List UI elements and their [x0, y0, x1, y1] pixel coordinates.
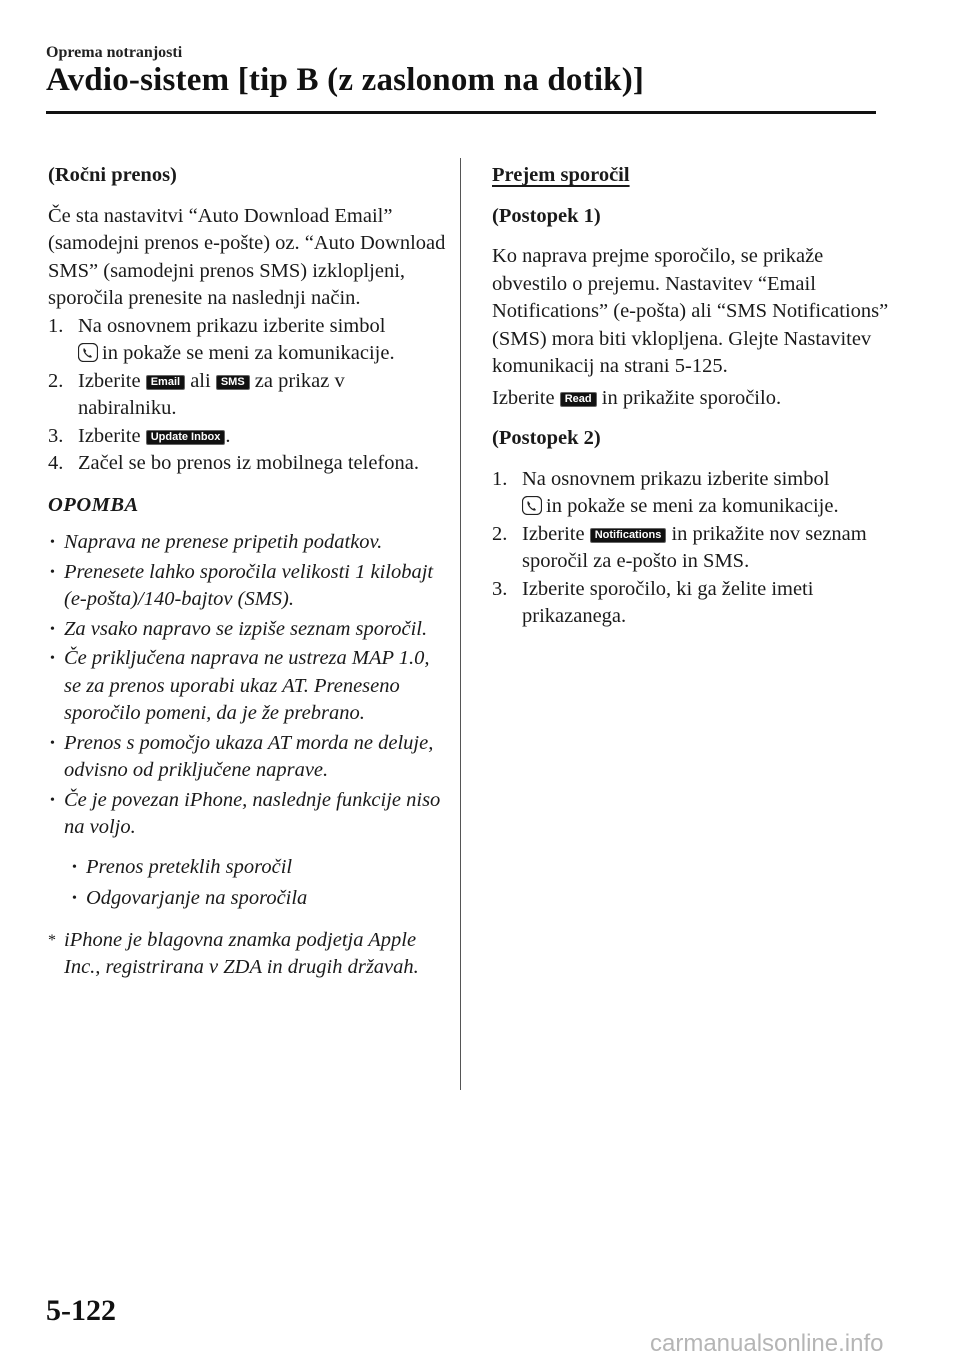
read-button[interactable]: Read — [560, 392, 597, 407]
step-1: 1. Na osnovnem prikazu izberite simbol in pokaže se meni za komunikacije. — [492, 467, 839, 517]
manual-transfer-intro: Če sta nastavitvi “Auto Download Email” (samodejni prenos e-pošte) oz. “Auto Download SMS” (samodejni prenos SMS) izklopljeni, sporočila prenesite na naslednji način. — [48, 204, 446, 309]
read-instruction: Izberite Read in prikažite sporočilo. — [492, 386, 782, 409]
column-divider — [460, 158, 461, 1090]
note-title: OPOMBA — [48, 493, 139, 516]
right-column — [492, 162, 892, 631]
procedure-1-text: Ko naprava prejme sporočilo, se prikaže obvestilo o prejemu. Nastavitev “Email Notifications” (e-pošta) ali “SMS Notifications” (SMS) mora biti vklopljena. Glejte Nastavitev komunikacij na strani 5-125. — [492, 245, 889, 377]
phone-icon — [78, 343, 98, 362]
sub-note-item: • Odgovarjanje na sporočila — [72, 887, 308, 909]
step-4: 4. Začel se bo prenos iz mobilnega telefona. — [48, 452, 419, 474]
asterisk-icon: * — [48, 931, 56, 949]
title-rule — [46, 111, 876, 114]
sms-button[interactable]: SMS — [216, 375, 250, 390]
phone-icon — [522, 496, 542, 515]
left-column — [48, 162, 448, 982]
note-item: • Naprava ne prenese pripetih podatkov. — [50, 531, 383, 553]
page-number: 5-122 — [46, 1294, 116, 1327]
note-item: • Če je povezan iPhone, naslednje funkcije niso na voljo. — [50, 788, 441, 838]
step-1: 1. Na osnovnem prikazu izberite simbol in pokaže se meni za komunikacije. — [48, 314, 395, 364]
step-3: 3. Izberite Update Inbox . — [48, 424, 231, 447]
section-label: Oprema notranjosti — [46, 44, 183, 61]
note-item: • Prenesete lahko sporočila velikosti 1 kilobajt (e-pošta)/140-bajtov (SMS). — [50, 560, 434, 610]
note-item: • Prenos s pomočjo ukaza AT morda ne deluje, odvisno od priključene naprave. — [50, 731, 434, 781]
update-inbox-button[interactable]: Update Inbox — [146, 430, 226, 445]
notifications-button[interactable]: Notifications — [590, 528, 667, 543]
step-2: 2. Izberite Notifications in prikažite nov seznam sporočil za e-pošto in SMS. — [492, 522, 867, 572]
note-item: • Če priključena naprava ne ustreza MAP 1.0, se za prenos uporabi ukaz AT. Preneseno sporočilo pomeni, da je že prebrano. — [50, 647, 430, 724]
manual-transfer-heading: (Ročni prenos) — [48, 164, 177, 186]
step-2: 2. Izberite Email ali SMS za prikaz v nabiralniku. — [48, 369, 345, 419]
procedure-2-heading: (Postopek 2) — [492, 427, 601, 449]
step-3: 3. Izberite sporočilo, ki ga želite imeti prikazanega. — [492, 577, 814, 627]
page-title: Avdio-sistem [tip B (z zaslonom na dotik)] — [46, 62, 645, 98]
receive-messages-heading: Prejem sporočil — [492, 164, 630, 186]
procedure-1-heading: (Postopek 1) — [492, 204, 601, 227]
email-button[interactable]: Email — [146, 375, 185, 390]
footnote: * iPhone je blagovna znamka podjetja Apple Inc., registrirana v ZDA in drugih državah. — [48, 928, 419, 978]
watermark: carmanualsonline.info — [650, 1330, 884, 1357]
sub-note-item: • Prenos preteklih sporočil — [72, 855, 293, 878]
note-item: • Za vsako napravo se izpiše seznam sporočil. — [50, 617, 428, 640]
